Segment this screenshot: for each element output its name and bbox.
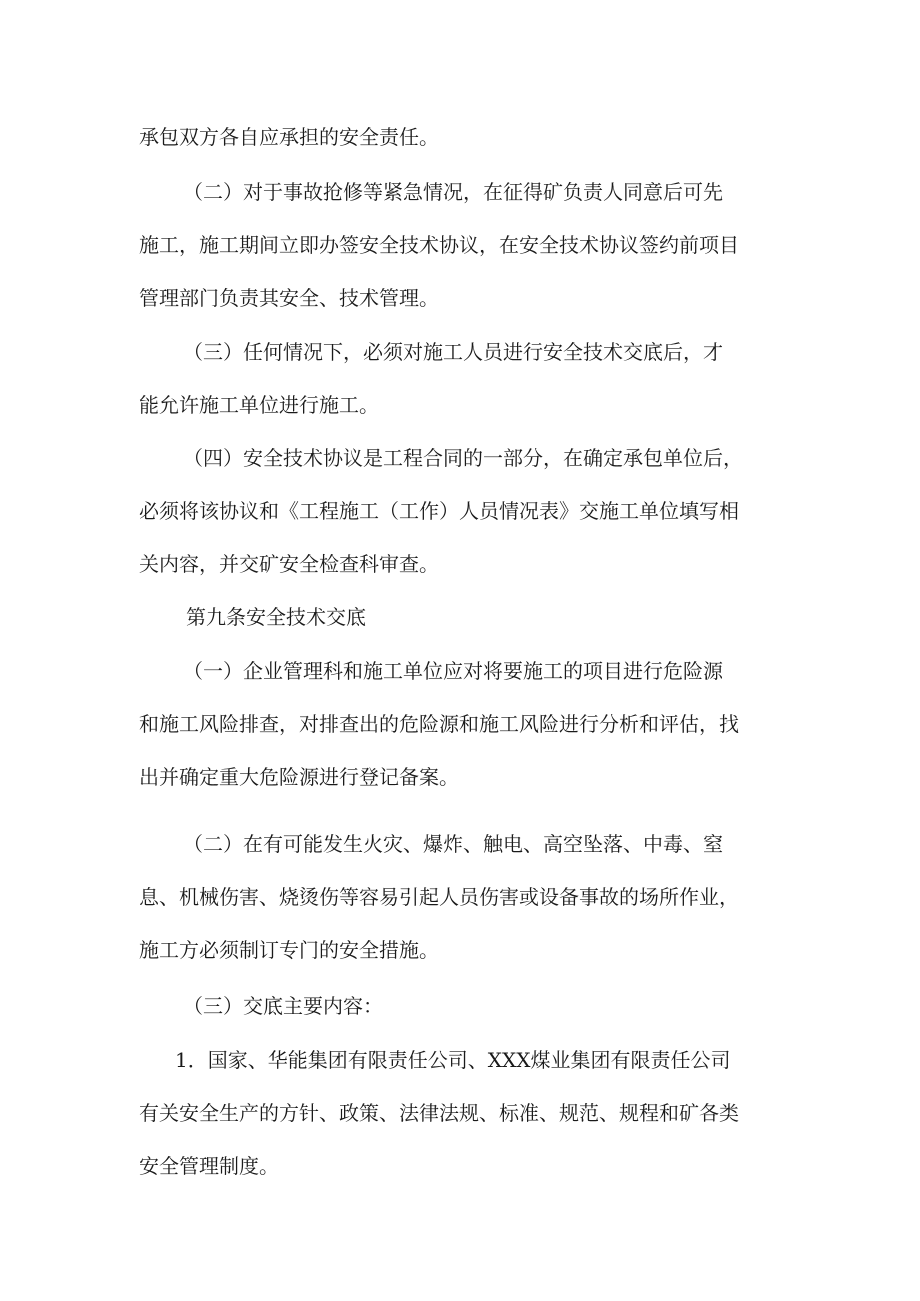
text-line: 施工方必须制订专门的安全措施。 [139, 938, 439, 962]
text-line: 息、机械伤害、烧烫伤等容易引起人员伤害或设备事故的场所作业， [139, 885, 739, 909]
text-line: 有关安全生产的方针、政策、法律法规、标准、规范、规程和矿各类 [139, 1101, 739, 1125]
text-line-para-7-start: （三）交底主要内容： [183, 994, 383, 1018]
text-line: 出并确定重大危险源进行登记备案。 [139, 765, 459, 789]
text-line-para-6-start: （二）在有可能发生火灾、爆炸、触电、高空坠落、中毒、窒 [183, 832, 723, 856]
text-line: 能允许施工单位进行施工。 [139, 393, 379, 417]
text-line-para-5-start: （一）企业管理科和施工单位应对将要施工的项目进行危险源 [183, 659, 723, 683]
text-line: 关内容，并交矿安全检查科审查。 [139, 552, 439, 576]
text-line-para-2-start: （二）对于事故抢修等紧急情况，在征得矿负责人同意后可先 [183, 180, 723, 204]
text-line-para-4-start: （四）安全技术协议是工程合同的一部分，在确定承包单位后， [183, 446, 743, 470]
text-line: 安全管理制度。 [139, 1154, 279, 1178]
text-line: 施工，施工期间立即办签安全技术协议，在安全技术协议签约前项目 [139, 233, 739, 257]
text-line: 管理部门负责其安全、技术管理。 [139, 286, 439, 310]
text-line-list-item-1: 1．国家、华能集团有限责任公司、XXX煤业集团有限责任公司 [175, 1048, 731, 1072]
text-line: 必须将该协议和《工程施工（工作）人员情况表》交施工单位填写相 [139, 499, 739, 523]
text-line: 和施工风险排查，对排查出的危险源和施工风险进行分析和评估，找 [139, 712, 739, 736]
article-heading: 第九条安全技术交底 [186, 605, 366, 629]
text-line-continuation: 承包双方各自应承担的安全责任。 [139, 125, 439, 149]
text-line-para-3-start: （三）任何情况下，必须对施工人员进行安全技术交底后，才 [183, 340, 723, 364]
